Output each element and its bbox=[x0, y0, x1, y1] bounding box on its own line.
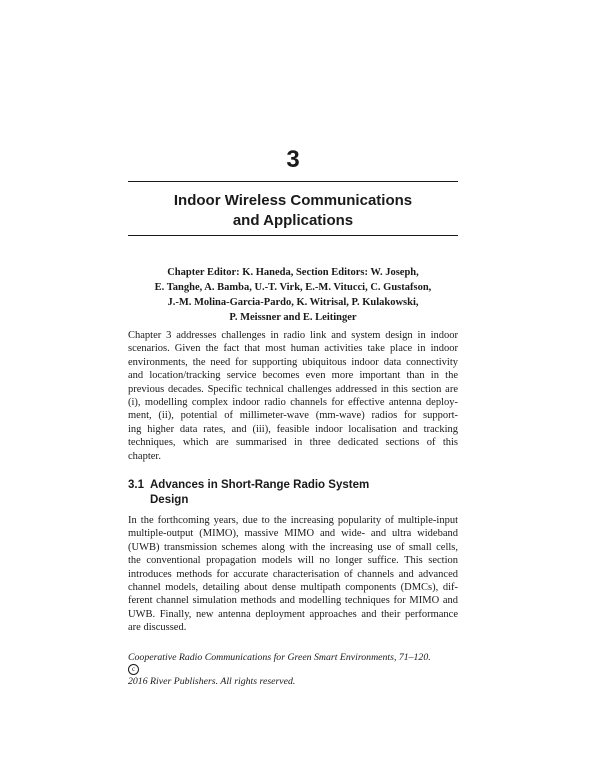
text-line: previous decades. Specific technical challenges addressed in this section are bbox=[128, 383, 458, 395]
text-line: the conventional propagation models will no longer suffice. This section bbox=[128, 555, 458, 567]
footer-copyright bbox=[128, 664, 468, 688]
text-line: (UWB) transmission schemes along with the increasing use of small cells, bbox=[128, 541, 458, 553]
text-line: ment, (ii), potential of millimeter-wave (mm-wave) radios for support- bbox=[128, 410, 458, 422]
chapter-number: 3 bbox=[286, 146, 300, 173]
chapter-title-line: and Applications bbox=[232, 212, 354, 229]
intro-paragraph bbox=[128, 329, 458, 463]
text-line: are discussed. bbox=[128, 622, 187, 634]
text-line: ferent channel simulation methods and modelling techniques for MIMO and bbox=[128, 595, 458, 607]
section-paragraph bbox=[128, 514, 458, 635]
text-line: multiple-output (MIMO), massive MIMO and wide- and ultra wideband bbox=[128, 528, 458, 540]
text-line: (i), modelling complex indoor radio channels for effective antenna deploy- bbox=[128, 397, 458, 409]
text-line: scenarios. Given the fact that most human activities take place in indoor bbox=[128, 343, 458, 355]
text-line: ing higher data rates, and (iii), feasible indoor localisation and tracking bbox=[128, 423, 458, 435]
editors-line: E. Tanghe, A. Bamba, U.-T. Virk, E.-M. Vitucci, C. Gustafson, bbox=[154, 282, 432, 293]
text-line: and location/tracking service becomes even more important than in the bbox=[128, 370, 458, 382]
text-line: environments, the need for supporting ubiquitous indoor data connectivity bbox=[128, 356, 458, 368]
text-line: Chapter 3 addresses challenges in radio link and system design in indoor bbox=[128, 330, 458, 341]
title-rule-bottom bbox=[128, 235, 458, 236]
text-line: UWB. Finally, new antenna deployment approaches and their performance bbox=[128, 608, 458, 620]
editors-line: P. Meissner and E. Leitinger bbox=[229, 312, 357, 323]
copyright-text: 2016 River Publishers. All rights reserved. bbox=[128, 676, 296, 687]
editors-line: J.-M. Molina-Garcia-Pardo, K. Witrisal, P. Kulakowski, bbox=[167, 297, 419, 308]
section-title-line: Advances in Short-Range Radio System bbox=[150, 479, 370, 491]
chapter-title-line: Indoor Wireless Communications bbox=[173, 192, 413, 209]
text-line: techniques, which are summarised in three dedicated sections of this bbox=[128, 437, 458, 449]
text-line: In the forthcoming years, due to the increasing popularity of multiple-input bbox=[128, 515, 458, 526]
title-rule-top bbox=[128, 181, 458, 182]
text-line: channel models, detailing about dense multipath components (DMCs), dif- bbox=[128, 582, 458, 594]
text-line: introduces methods for accurate characterisation of channels and advanced bbox=[128, 568, 458, 580]
section-number: 3.1 bbox=[128, 479, 144, 491]
chapter-editors bbox=[128, 265, 458, 325]
copyright-icon: c bbox=[128, 664, 139, 675]
footer-citation: Cooperative Radio Communications for Green Smart Environments, 71–120. bbox=[128, 652, 431, 663]
editors-line: Chapter Editor: K. Haneda, Section Editors: W. Joseph, bbox=[167, 267, 419, 278]
page-footer bbox=[128, 651, 468, 688]
text-line: chapter. bbox=[128, 450, 161, 462]
section-title-line: Design bbox=[150, 494, 189, 506]
chapter-title bbox=[128, 191, 458, 231]
